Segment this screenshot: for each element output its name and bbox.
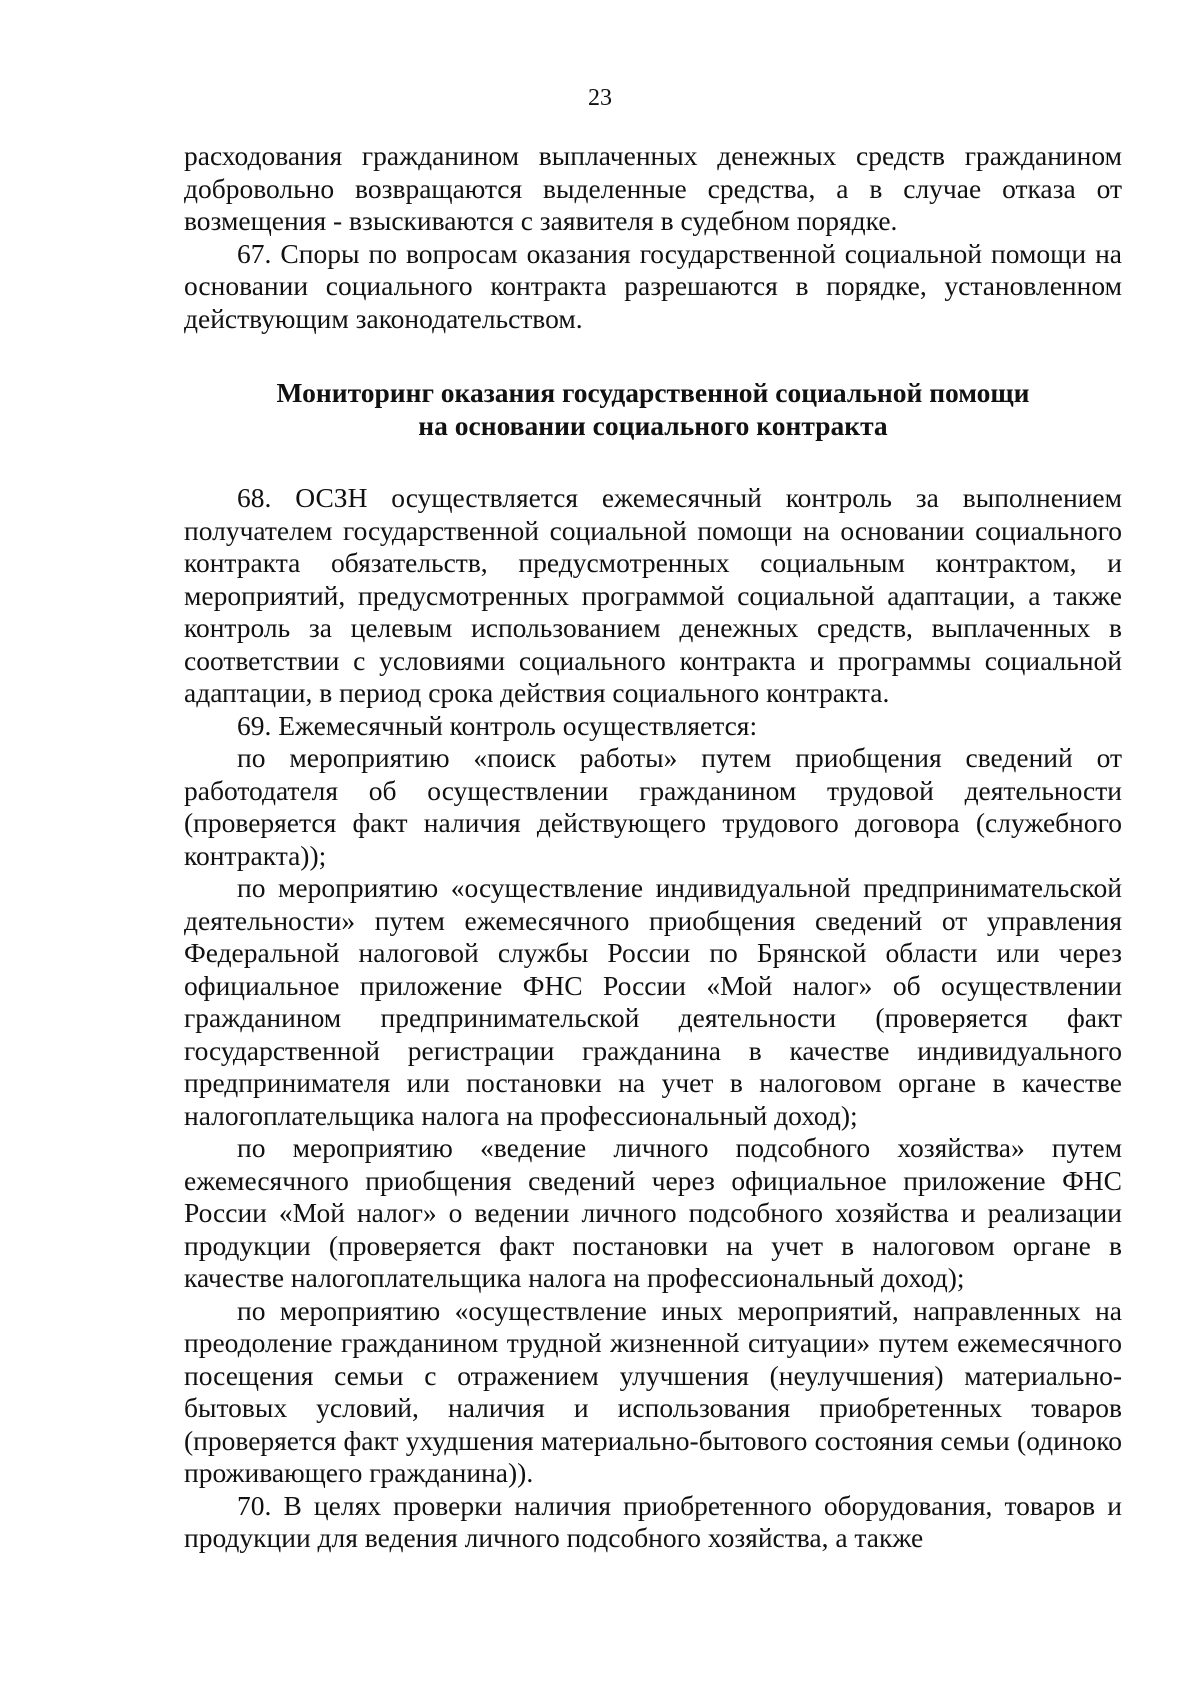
- paragraph-69: 69. Ежемесячный контроль осуществляется:: [237, 709, 758, 741]
- paragraph-68: 68. ОСЗН осуществляется ежемесячный контроль за выполнением получателем государственной социальной помощи на основании социального контракта обязательств, предусмотренных социальным контрактом, и мероприятий, предусмотренных программой социальной адаптации, а также контроль за целевым использованием денежных средств, выплаченных в соответствии с условиями социального контракта и программы социальной адаптации, в период срока действия социального контракта.: [184, 482, 1122, 708]
- paragraph-67: 67. Споры по вопросам оказания государственной социальной помощи на основании социального контракта разрешаются в порядке, установленном действующим законодательством.: [184, 237, 1122, 334]
- list-item-job-search: по мероприятию «поиск работы» путем приобщения сведений от работодателя об осуществлении гражданином трудовой деятельности (проверяется факт наличия действующего трудового договора (служебного контракта));: [184, 742, 1122, 871]
- list-item-other-measures: по мероприятию «осуществление иных мероприятий, направленных на преодоление гражданином трудной жизненной ситуации» путем ежемесячного посещения семьи с отражением улучшения (неулучшения) материально-бытовых условий, наличия и использования приобретенных товаров (проверяется факт ухудшения материально-бытового состояния семьи (одиноко проживающего гражданина)).: [184, 1294, 1122, 1488]
- list-item-household-farming: по мероприятию «ведение личного подсобного хозяйства» путем ежемесячного приобщения сведений через официальное приложение ФНС России «Мой налог» о ведении личного подсобного хозяйства и реализации продукции (проверяется факт постановки на учет в налоговом органе в качестве налогоплательщика налога на профессиональный доход);: [184, 1132, 1122, 1293]
- section-heading-line-2: на основании социального контракта: [418, 409, 888, 441]
- section-heading: [184, 377, 1122, 442]
- paragraph-continuation: расходования гражданином выплаченных денежных средств гражданином добровольно возвращаются выделенные средства, а в случае отказа от возмещения - взыскиваются с заявителя в судебном порядке.: [184, 140, 1122, 236]
- section-heading-line-1: Мониторинг оказания государственной социальной помощи: [276, 377, 1030, 408]
- document-body: [184, 140, 1122, 1555]
- page-number: 23: [588, 85, 612, 111]
- paragraph-70: 70. В целях проверки наличия приобретенного оборудования, товаров и продукции для ведения личного подсобного хозяйства, а также: [184, 1489, 1122, 1553]
- list-item-entrepreneurship: по мероприятию «осуществление индивидуальной предпринимательской деятельности» путем ежемесячного приобщения сведений от управления Федеральной налоговой службы России по Брянской области или через официальное приложение ФНС России «Мой налог» об осуществлении гражданином предпринимательской деятельности (проверяется факт государственной регистрации гражданина в качестве индивидуального предпринимателя или постановки на учет в налоговом органе в качестве налогоплательщика налога на профессиональный доход);: [184, 872, 1122, 1131]
